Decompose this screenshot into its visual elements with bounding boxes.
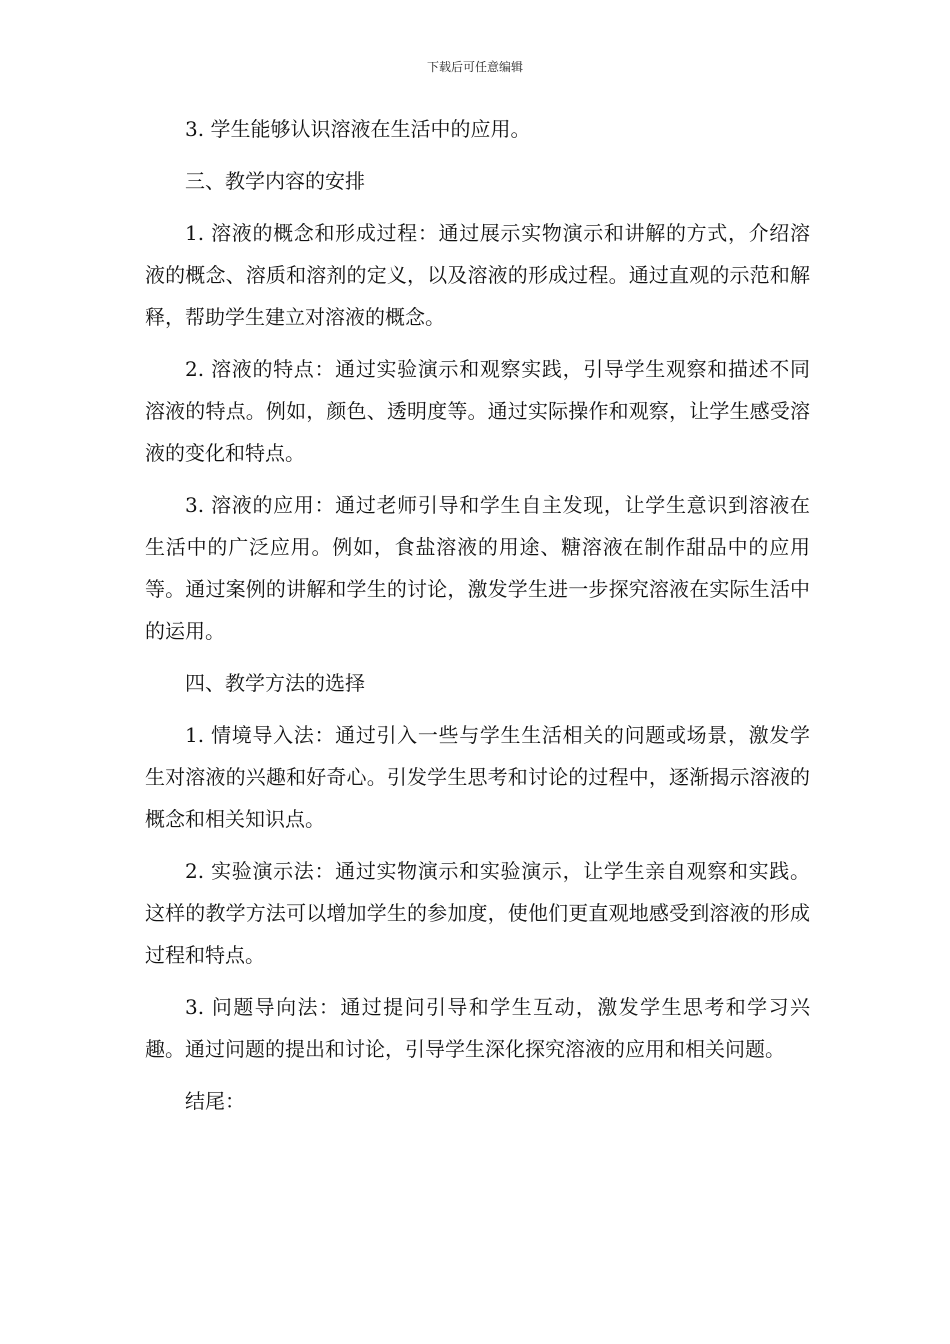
paragraph-objective-3: 3. 学生能够认识溶液在生活中的应用。 [185, 117, 531, 141]
paragraph-content-3: 3. 溶液的应用：通过老师引导和学生自主发现，让学生意识到溶液在生活中的广泛应用。例如，食盐溶液的用途、糖溶液在制作甜品中的应用等。通过案例的讲解和学生的讨论，激发学生进一步探究溶液在实际生活中的运用。 [145, 493, 810, 643]
paragraph-method-2: 2. 实验演示法：通过实物演示和实验演示，让学生亲自观察和实践。这样的教学方法可以增加学生的参加度，使他们更直观地感受到溶液的形成过程和特点。 [145, 859, 810, 967]
paragraph-method-1: 1. 情境导入法：通过引入一些与学生生活相关的问题或场景，激发学生对溶液的兴趣和好奇心。引发学生思考和讨论的过程中，逐渐揭示溶液的概念和相关知识点。 [145, 723, 810, 831]
section-heading-teaching-methods: 四、教学方法的选择 [185, 671, 365, 695]
paragraph-content-2: 2. 溶液的特点：通过实验演示和观察实践，引导学生观察和描述不同溶液的特点。例如，颜色、透明度等。通过实际操作和观察，让学生感受溶液的变化和特点。 [145, 357, 810, 465]
paragraph-method-3: 3. 问题导向法：通过提问引导和学生互动，激发学生思考和学习兴趣。通过问题的提出和讨论，引导学生深化探究溶液的应用和相关问题。 [145, 995, 810, 1061]
section-heading-content-arrangement: 三、教学内容的安排 [185, 169, 365, 193]
document-body [145, 108, 810, 1132]
paragraph-content-1: 1. 溶液的概念和形成过程：通过展示实物演示和讲解的方式，介绍溶液的概念、溶质和溶剂的定义，以及溶液的形成过程。通过直观的示范和解释，帮助学生建立对溶液的概念。 [145, 221, 810, 329]
section-heading-conclusion: 结尾： [185, 1089, 245, 1113]
header-note: 下载后可任意编辑 [426, 60, 523, 74]
